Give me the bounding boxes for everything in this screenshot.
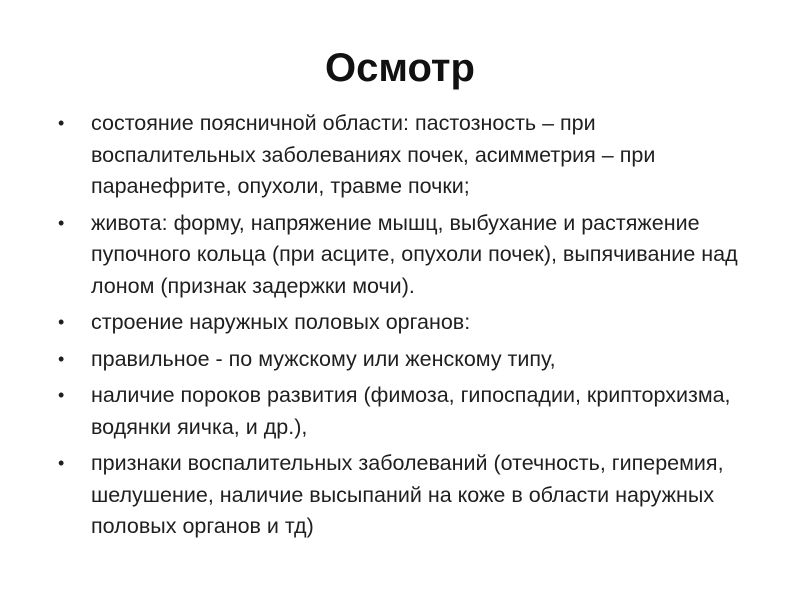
bullet-item [58, 448, 758, 543]
bullet-text: строение наружных половых органов: [91, 310, 471, 334]
bullet-text: живота: форму, напряжение мышц, выбухание и растяжение пупочного кольца (при асците, опухоли почек), выпячивание над лоном (признак задержки мочи). [91, 210, 738, 298]
bullet-item [58, 208, 758, 303]
bullet-dot-icon: • [58, 312, 65, 332]
bullet-dot-icon: • [58, 348, 65, 369]
bullet-item [58, 108, 758, 203]
bullet-item [58, 344, 758, 376]
slide-title: Осмотр [325, 46, 475, 90]
bullet-item [58, 380, 758, 443]
bullet-dot-icon: • [58, 113, 65, 133]
bullet-text: наличие пороков развития (фимоза, гипоспадии, крипторхизма, водянки яичка, и др.), [91, 383, 731, 439]
bullet-text: состояние поясничной области: пастозность – при воспалительных заболеваниях почек, асимметрия – при паранефрите, опухоли, травме почки; [91, 111, 656, 198]
bullet-dot-icon: • [58, 453, 65, 473]
bullet-item [58, 307, 758, 339]
bullet-dot-icon: • [58, 385, 65, 405]
bullet-text: признаки воспалительных заболеваний (отечность, гиперемия, шелушение, наличие высыпаний на коже в области наружных половых органов и тд) [91, 451, 724, 538]
bullet-text: правильное - по мужскому или женскому типу, [91, 346, 556, 371]
bullet-dot-icon: • [58, 212, 65, 233]
bullet-list [58, 108, 758, 548]
